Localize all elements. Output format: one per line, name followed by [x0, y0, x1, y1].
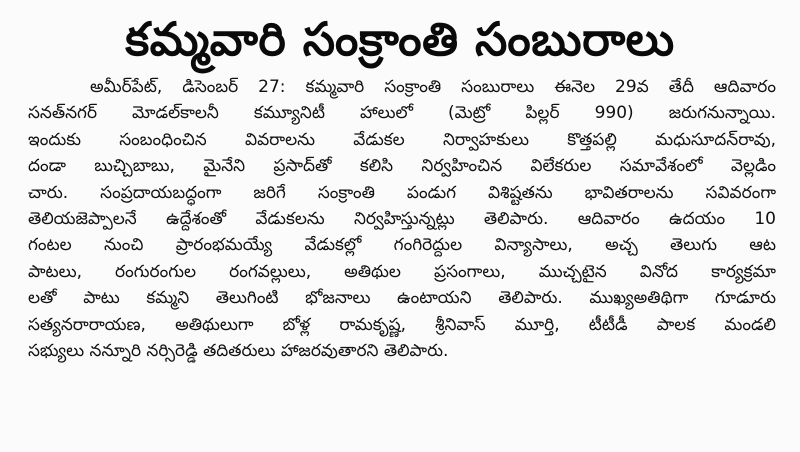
- article-line: ఇందుకు సంబంధించిన వివరాలను వేడుకల నిర్వాహకులు కొత్తపల్లి మధుసూదన్‌రావు,: [28, 129, 776, 150]
- article-line: చారు. సంప్రదాయబద్ధంగా జరిగే సంక్రాంతి పండుగ విశిష్టతను భావితరాలను సవివరంగా: [28, 182, 776, 203]
- article-line: తెలియజెప్పాలనే ఉద్దేశంతో వేడుకలను నిర్వహిస్తున్నట్లు తెలిపారు. ఆదివారం ఉదయం 10: [28, 208, 776, 229]
- article-headline: కమ్మవారి సంక్రాంతి సంబురాలు: [125, 12, 675, 66]
- article-line: లతో పాటు కమ్మని తెలుగింటి భోజనాలు ఉంటాయని తెలిపారు. ముఖ్యఅతిథిగా గూడూరు: [28, 288, 776, 309]
- article-line: సత్యనరారాయణ, అతిథులుగా బోళ్ల రామకృష్ణ, శ్రీనివాస్ మూర్తి, టీటీడీ పాలక మండలి: [28, 314, 776, 335]
- article-line: గంటల నుంచి ప్రారంభమయ్యే వేడుకల్లో గంగిరెద్దుల విన్యాసాలు, అచ్చ తెలుగు ఆట: [28, 235, 776, 256]
- article-line: సనత్‌నగర్ మోడల్‌కాలనీ కమ్యూనిటీ హాలులో (మెట్రో పిల్లర్ 990) జరుగనున్నాయి.: [28, 103, 776, 124]
- article-line: దండా బుచ్చిబాబు, మైనేని ప్రసాద్‌తో కలిసి నిర్వహించిన విలేకరుల సమావేశంలో వెల్లడిం: [28, 156, 776, 177]
- article-line: అమీర్‌పేట్, డిసెంబర్ 27: కమ్మవారి సంక్రాంతి సంబురాలు ఈనెల 29వ తేదీ ఆదివారం: [90, 77, 776, 97]
- article-line: పాటలు, రంగురంగుల రంగవల్లులు, అతిథుల ప్రసంగాలు, ముచ్చటైన వినోద కార్యక్రమా: [28, 261, 776, 282]
- article-body: [28, 74, 776, 364]
- article-line: సభ్యులు నన్నూరి నర్సిరెడ్డి తదితరులు హాజరవుతారని తెలిపారు.: [28, 340, 449, 361]
